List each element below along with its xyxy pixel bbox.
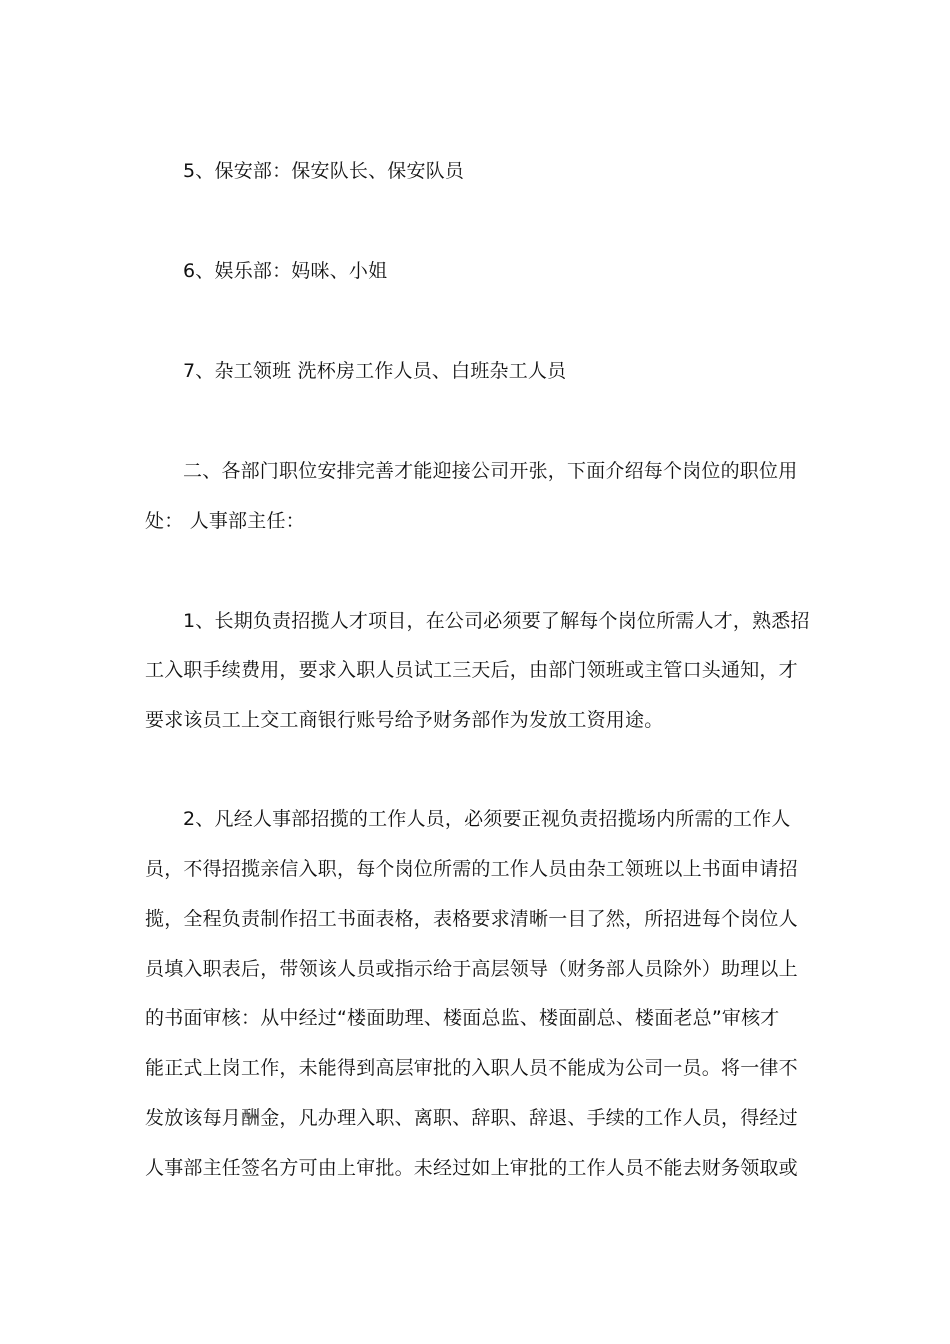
paragraph-2-line: 员填入职表后，带领该人员或指示给于高层领导（财务部人员除外）助理以上 bbox=[145, 958, 798, 980]
paragraph-2-line: 员，不得招揽亲信入职，每个岗位所需的工作人员由杂工领班以上书面申请招 bbox=[145, 858, 798, 880]
list-item-entertainment: 6、娱乐部：妈咪、小姐 bbox=[183, 260, 388, 282]
paragraph-2-line: 的书面审核：从中经过“楼面助理、楼面总监、楼面副总、楼面老总”审核才 bbox=[145, 1007, 780, 1029]
paragraph-1-line: 工入职手续费用，要求入职人员试工三天后，由部门领班或主管口头通知，才 bbox=[145, 659, 798, 681]
paragraph-1-line: 1、长期负责招揽人才项目，在公司必须要了解每个岗位所需人才，熟悉招 bbox=[183, 610, 810, 632]
section-two-line: 处： 人事部主任： bbox=[145, 510, 305, 532]
paragraph-1-line: 要求该员工上交工商银行账号给予财务部作为发放工资用途。 bbox=[145, 709, 664, 731]
section-two-line: 二、各部门职位安排完善才能迎接公司开张，下面介绍每个岗位的职位用 bbox=[183, 460, 798, 482]
list-item-misc-staff: 7、杂工领班 洗杯房工作人员、白班杂工人员 bbox=[183, 360, 567, 382]
paragraph-2-line: 发放该每月酬金，凡办理入职、离职、辞职、辞退、手续的工作人员，得经过 bbox=[145, 1107, 798, 1129]
list-item-security: 5、保安部：保安队长、保安队员 bbox=[183, 160, 465, 182]
paragraph-2-line: 2、凡经人事部招揽的工作人员，必须要正视负责招揽场内所需的工作人 bbox=[183, 808, 791, 830]
paragraph-2-line: 能正式上岗工作，未能得到高层审批的入职人员不能成为公司一员。将一律不 bbox=[145, 1057, 798, 1079]
paragraph-2-line: 人事部主任签名方可由上审批。未经过如上审批的工作人员不能去财务领取或 bbox=[145, 1157, 798, 1179]
paragraph-2-line: 揽，全程负责制作招工书面表格，表格要求清晰一目了然，所招进每个岗位人 bbox=[145, 908, 798, 930]
